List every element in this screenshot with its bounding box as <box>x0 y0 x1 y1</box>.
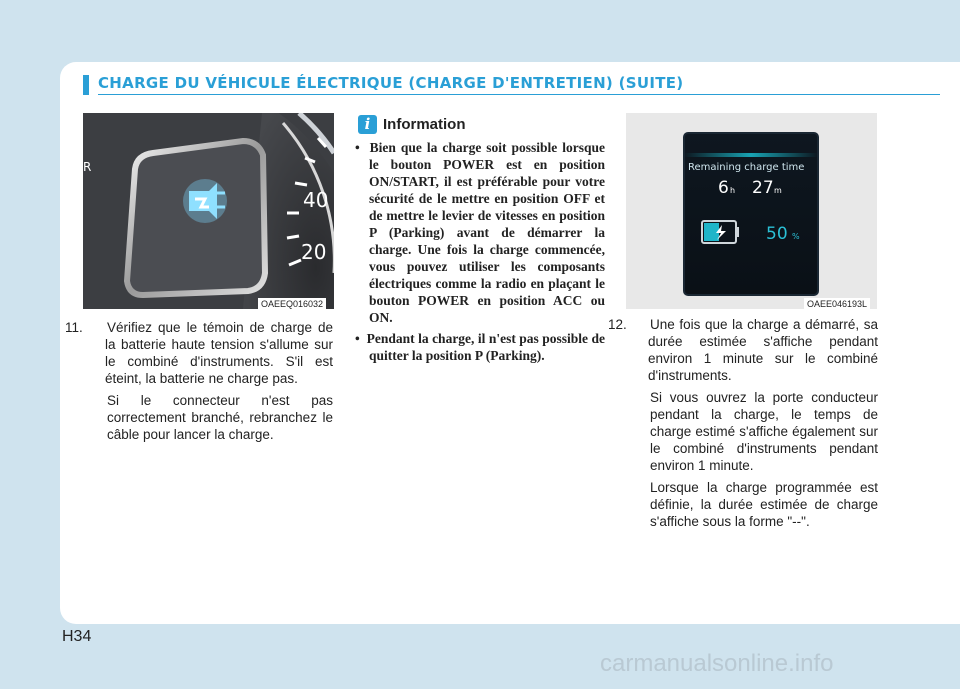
screen-percent-unit: % <box>792 232 800 241</box>
charging-lamp-icon <box>183 179 227 223</box>
charge-screen-illustration <box>626 113 877 309</box>
screen-hours-unit: h <box>730 186 736 195</box>
info-bullets <box>355 139 605 368</box>
screen-minutes-unit: m <box>774 186 782 195</box>
screen-percent: 50 <box>766 224 788 244</box>
section-title: CHARGE DU VÉHICULE ÉLECTRIQUE (CHARGE D'ENTRETIEN) (SUITE) <box>98 74 684 92</box>
page-number: H34 <box>62 628 92 645</box>
step-11 <box>65 319 333 387</box>
gauge-label-20: 20 <box>301 240 327 264</box>
page-edge <box>940 62 960 624</box>
screen-hours: 6 <box>718 178 729 198</box>
step-11-note: Si le connecteur n'est pas correctement branché, rebranchez le câble pour lancer la charge. <box>107 393 333 442</box>
step-11-text: Vérifiez que le témoin de charge de la batterie haute tension s'allume sur le combiné d'instruments. S'il est éteint, la batterie ne charge pas. <box>105 320 333 386</box>
step-12-note-1: Si vous ouvrez la porte conducteur pendant la charge, le temps de charge estimé s'affiche également sur le combiné d'instruments pendant environ 1 minute. <box>650 390 878 473</box>
info-bullet-2-text: Pendant la charge, il n'est pas possible de quitter la position P (Parking). <box>366 331 605 363</box>
left-column <box>65 319 333 448</box>
watermark: carmanualsonline.info <box>600 650 834 677</box>
info-bullet-1-text: Bien que la charge soit possible lorsque le bouton POWER est en position ON/START, il est préférable pour votre sécurité de le mettre en position OFF et de mettre le levier de vitesses en position P (Parking) avant de démarrer la charge. Une fois la charge commencée, vous pouvez utiliser les composants électriques comme la radio en plaçant le bouton POWER en position ACC ou ON. <box>369 140 605 325</box>
header-accent-bar <box>83 75 89 95</box>
header-rule <box>98 94 940 95</box>
step-12-number: 12. <box>608 317 627 332</box>
charge-screen-image <box>626 113 877 309</box>
right-image-caption: OAEE046193L <box>804 298 870 310</box>
step-12-note-2: Lorsque la charge programmée est définie, la durée estimée de charge s'affiche sous la forme "--". <box>650 480 878 529</box>
cluster-illustration <box>83 113 334 309</box>
cluster-image <box>83 113 334 309</box>
step-12 <box>608 316 878 384</box>
left-image-caption: OAEEQ016032 <box>258 298 326 310</box>
screen-minutes: 27 <box>752 178 774 198</box>
edge-letter: R <box>83 160 92 174</box>
step-11-number: 11. <box>65 320 83 335</box>
step-12-text: Une fois que la charge a démarré, sa durée estimée s'affiche pendant environ 1 minute sur le combiné d'instruments. <box>648 317 878 383</box>
right-column <box>608 316 878 535</box>
screen-title: Remaining charge time <box>688 162 805 173</box>
info-bullet-1: • Bien que la charge soit possible lorsque le bouton POWER est en position ON/START, il est préférable pour votre sécurité de le mettre en position OFF et de mettre le levier de vitesses en position P (Parking) avant de démarrer la charge. Une fois la charge commencée, vous pouvez utiliser les composants électriques comme la radio en plaçant le bouton POWER en position ACC ou ON. <box>355 140 605 325</box>
info-icon: i <box>358 115 377 134</box>
info-title: Information <box>383 116 466 133</box>
gauge-label-40: 40 <box>303 188 329 212</box>
info-bullet-2: • Pendant la charge, il n'est pas possible de quitter la position P (Parking). <box>355 331 605 363</box>
